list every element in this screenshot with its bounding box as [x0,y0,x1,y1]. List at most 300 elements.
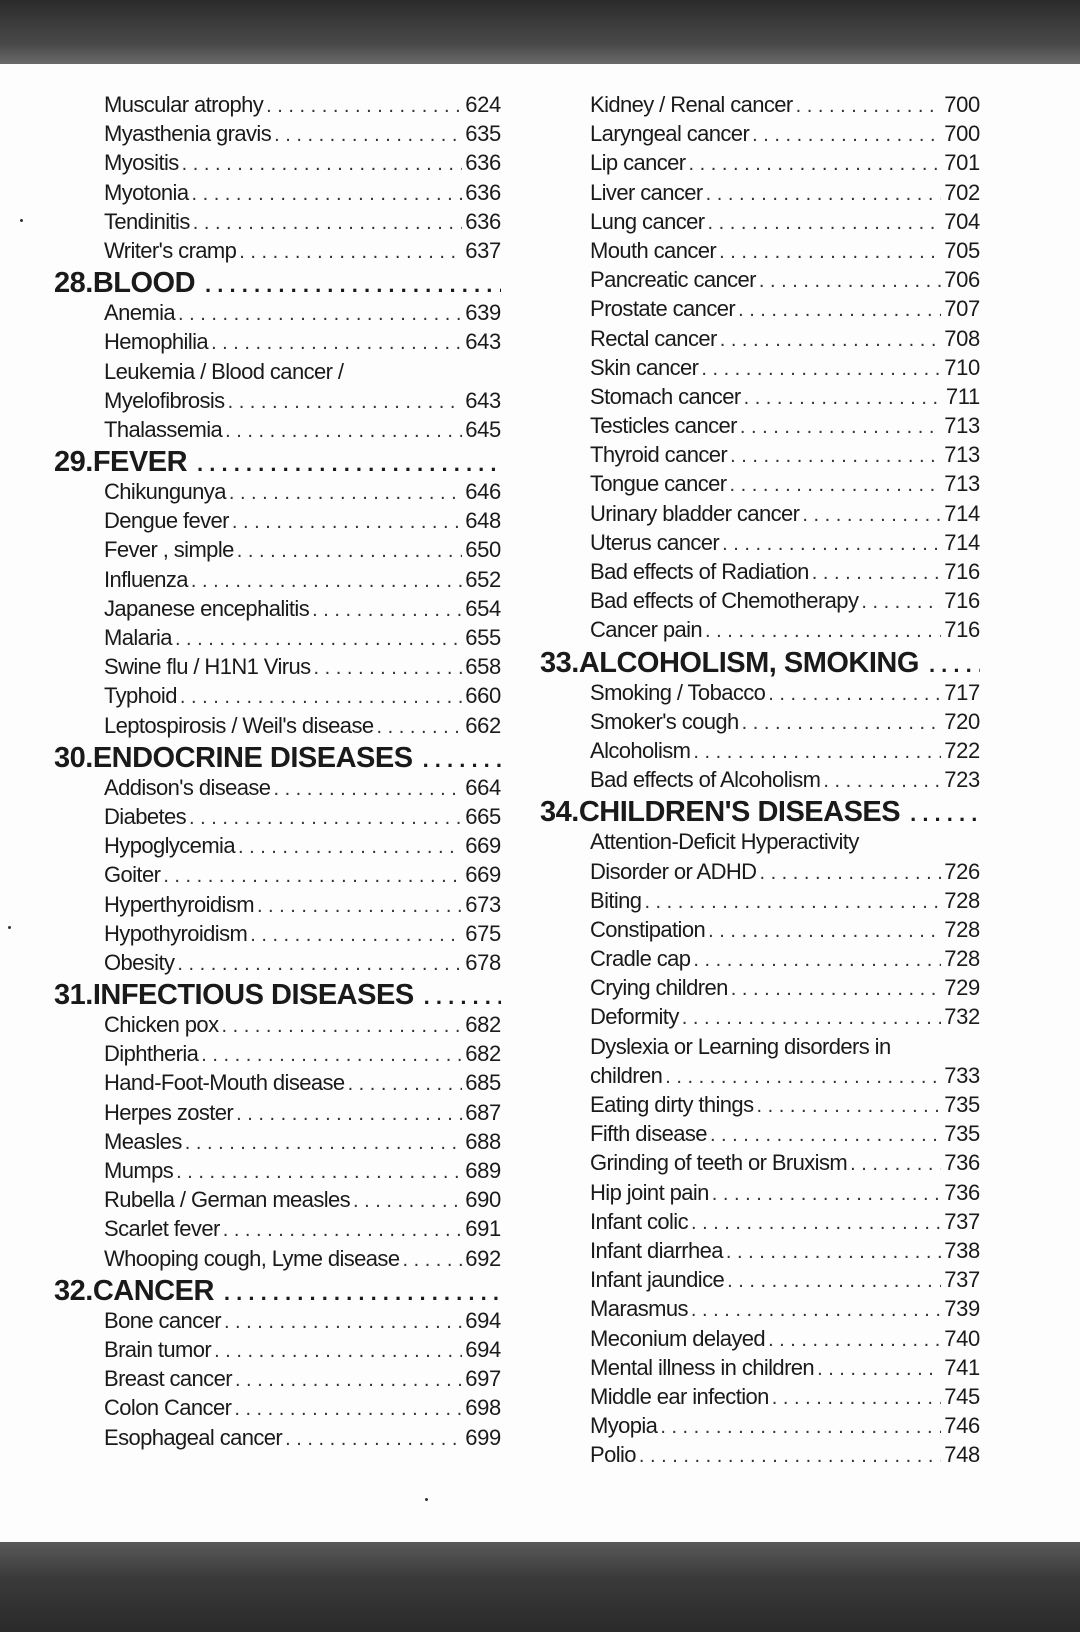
leader-dots [796,95,942,118]
entry-label: Mental illness in children [590,1354,815,1380]
entry-page-number: 646 [465,479,501,505]
entry-label: Typhoid [104,683,177,709]
section-title: INFECTIOUS DISEASES [92,979,414,1012]
leader-dots [189,807,462,830]
index-entry-typhoid [54,683,501,712]
leader-dots [708,212,942,235]
index-entry-fifth-disease [540,1121,980,1150]
leader-dots [423,747,501,773]
leader-dots [182,153,463,176]
entry-label: Smoking / Tobacco [590,679,766,705]
leader-dots [257,895,462,918]
entry-page-number: 701 [944,150,980,176]
entry-page-number: 669 [465,862,501,888]
index-entry-myositis [54,150,501,179]
index-entry-rubella-german-measles [54,1187,501,1216]
leader-dots [229,482,462,505]
entry-label: Disorder or ADHD [590,858,757,884]
entry-page-number: 682 [465,1012,501,1038]
index-entry-hypoglycemia [54,833,501,862]
leader-dots [163,865,462,888]
index-entry-japanese-encephalitis [54,596,501,625]
entry-label: Bad effects of Chemotherapy [590,588,859,614]
index-entry-myopia [540,1413,980,1442]
entry-label: Alcoholism [590,737,691,763]
entry-page-number: 635 [465,121,501,147]
entry-page-number: 723 [944,767,980,793]
entry-page-number: 708 [944,325,980,351]
leader-dots [850,1153,941,1176]
entry-page-number: 636 [465,179,501,205]
index-entry-text: Leukemia / Blood cancer / [104,358,344,384]
entry-page-number: 675 [465,920,501,946]
entry-label: Anemia [104,300,175,326]
entry-page-number: 714 [944,500,980,526]
index-entry-prostate-cancer [540,296,980,325]
entry-page-number: 707 [944,296,980,322]
leader-dots [234,1398,462,1421]
index-entry-crying-children [540,975,980,1004]
entry-label: Myopia [590,1413,658,1439]
entry-page-number: 729 [944,975,980,1001]
leader-dots [180,686,462,709]
index-entry-influenza [54,567,501,596]
section-number: 34. [540,796,579,829]
leader-dots [211,332,462,355]
leader-dots [706,183,942,206]
entry-label: Urinary bladder cancer [590,500,800,526]
entry-label: Muscular atrophy [104,92,264,117]
entry-page-number: 664 [465,774,501,800]
section-heading-endocrine-diseases [54,742,501,775]
entry-page-number: 704 [944,208,980,234]
index-entry-mental-illness-in-children [540,1355,980,1384]
index-entry-hypothyroidism [54,921,501,950]
leader-dots [266,95,462,118]
entry-page-number: 658 [465,654,501,680]
entry-label: Colon Cancer [104,1395,232,1421]
index-entry-cradle-cap [540,946,980,975]
entry-label: Hypoglycemia [104,833,235,859]
entry-page-number: 726 [944,858,980,884]
entry-label: Smoker's cough [590,708,739,734]
section-heading-blood [54,267,501,300]
entry-label: Myelofibrosis [104,387,225,413]
leader-dots [727,1270,941,1293]
entry-label: Marasmus [590,1296,688,1322]
leader-dots [719,241,941,264]
entry-label: Bad effects of Alcoholism [590,767,821,793]
entry-label: Hypothyroidism [104,920,248,946]
leader-dots [768,683,941,706]
leader-dots [817,1358,941,1381]
entry-label: Herpes zoster [104,1099,234,1125]
section-number: 28. [54,267,93,300]
entry-page-number: 698 [465,1395,501,1421]
entry-label: Eating dirty things [590,1092,754,1117]
leader-dots [225,420,462,443]
index-entry-esophageal-cancer [54,1425,501,1454]
entry-label: Fever , simple [104,537,234,563]
index-entry-polio [540,1442,980,1471]
entry-page-number: 716 [944,588,980,614]
index-entry-bad-effects-of-radiation [540,559,980,588]
leader-dots [731,978,941,1001]
index-entry-text: Attention-Deficit Hyperactivity [590,829,859,855]
leader-dots [693,741,941,764]
leader-dots [738,299,941,322]
entry-page-number: 732 [944,1004,980,1030]
leader-dots [250,924,462,947]
entry-label: Chicken pox [104,1012,219,1038]
leader-dots [910,801,980,827]
entry-label: Rubella / German measles [104,1187,351,1213]
index-entry-urinary-bladder-cancer [540,501,980,530]
leader-dots [639,1445,941,1468]
leader-dots [756,1095,941,1118]
leader-dots [701,358,941,381]
leader-dots [812,562,941,585]
index-entry-alcoholism [540,738,980,767]
section-heading-children-s-diseases [540,796,980,829]
entry-label: Myasthenia gravis [104,121,272,147]
entry-page-number: 662 [465,712,501,738]
entry-page-number: 700 [944,92,980,117]
leader-dots [178,303,462,326]
leader-dots [660,1416,941,1439]
index-column-left [54,92,501,1454]
entry-label: Measles [104,1128,182,1154]
entry-label: Fifth disease [590,1121,707,1147]
entry-label: Middle ear infection [590,1383,769,1409]
entry-label: Lung cancer [590,208,705,234]
entry-label: Cradle cap [590,946,691,972]
entry-page-number: 737 [944,1267,980,1293]
section-number: 29. [54,446,93,479]
index-entry-thalassemia [54,417,501,446]
entry-label: Japanese encephalitis [104,595,310,621]
entry-label: Prostate cancer [590,296,736,322]
entry-page-number: 650 [465,537,501,563]
index-entry-mumps [54,1158,501,1187]
index-entry-text: Dyslexia or Learning disorders in [590,1033,891,1059]
entry-page-number: 735 [944,1121,980,1147]
leader-dots [237,540,462,563]
leader-dots [191,570,462,593]
leader-dots [224,1311,462,1334]
index-entry-thyroid-cancer [540,442,980,471]
entry-page-number: 740 [944,1325,980,1351]
entry-page-number: 673 [465,891,501,917]
index-entry-bad-effects-of-alcoholism [540,767,980,796]
leader-dots [185,1132,462,1155]
index-entry-liver-cancer [540,180,980,209]
index-entry-bad-effects-of-chemotherapy [540,588,980,617]
entry-page-number: 654 [465,595,501,621]
index-entry-testicles-cancer [540,413,980,442]
entry-label: Writer's cramp [104,237,237,263]
leader-dots [682,1007,941,1030]
leader-dots [424,984,501,1010]
leader-dots [705,620,941,643]
index-entry-disorder-or-adhd [540,859,980,888]
index-entry-myelofibrosis [54,388,501,417]
entry-label: Hand-Foot-Mouth disease [104,1070,345,1096]
leader-dots [691,1299,941,1322]
entry-page-number: 746 [944,1413,980,1439]
leader-dots [710,1124,941,1147]
leader-dots [314,657,463,680]
index-entry-mouth-cancer [540,238,980,267]
entry-page-number: 717 [944,679,980,705]
leader-dots [689,153,942,176]
scan-speck [425,1498,428,1501]
entry-label: Myotonia [104,179,189,205]
index-entry-deformity [540,1004,980,1033]
index-page [0,64,1080,1542]
index-entry-infant-diarrhea [540,1238,980,1267]
leader-dots [376,716,462,739]
entry-page-number: 736 [944,1150,980,1176]
index-entry-hip-joint-pain [540,1180,980,1209]
entry-page-number: 739 [944,1296,980,1322]
leader-dots [201,1044,462,1067]
index-entry-fever-simple [54,537,501,566]
index-entry-constipation [540,917,980,946]
entry-page-number: 711 [945,383,980,409]
entry-page-number: 713 [944,471,980,497]
entry-page-number: 697 [465,1366,501,1392]
leader-dots [177,953,462,976]
index-entry-rectal-cancer [540,326,980,355]
scan-top-border [0,0,1080,64]
entry-page-number: 745 [944,1383,980,1409]
entry-label: Myositis [104,150,179,176]
leader-dots [402,1249,462,1272]
entry-page-number: 655 [465,625,501,650]
section-number: 33. [540,646,579,679]
entry-page-number: 692 [465,1245,501,1271]
index-entry-tongue-cancer [540,471,980,500]
leader-dots [238,836,462,859]
index-entry-lip-cancer [540,150,980,179]
index-entry-writer-s-cramp [54,238,501,267]
entry-page-number: 720 [944,708,980,734]
index-entry-pancreatic-cancer [540,267,980,296]
entry-label: Chikungunya [104,479,226,505]
entry-page-number: 637 [465,237,501,263]
index-entry-myasthenia-gravis [54,121,501,150]
index-entry-chikungunya [54,479,501,508]
entry-label: Rectal cancer [590,325,717,351]
section-title: CANCER [92,1274,214,1307]
entry-page-number: 706 [944,267,980,293]
entry-label: Brain tumor [104,1336,212,1362]
leader-dots [720,329,941,352]
entry-label: Kidney / Renal cancer [590,92,793,117]
index-entry-scarlet-fever [54,1216,501,1245]
index-entry-skin-cancer [540,355,980,384]
entry-page-number: 713 [944,442,980,468]
entry-label: Mumps [104,1158,174,1183]
leader-dots [759,270,941,293]
leader-dots [744,387,943,410]
entry-page-number: 699 [465,1424,501,1450]
index-entry-bone-cancer [54,1308,501,1337]
leader-dots [861,591,941,614]
leader-dots [273,778,462,801]
entry-label: Hemophilia [104,329,209,355]
entry-label: Malaria [104,625,172,650]
leader-dots [722,533,941,556]
entry-label: Infant colic [590,1208,688,1234]
index-entry-eating-dirty-things [540,1092,980,1121]
entry-page-number: 728 [944,946,980,972]
leader-dots [197,451,501,477]
entry-page-number: 636 [465,208,501,234]
index-entry-kidney-renal-cancer [540,92,980,121]
index-entry-addison-s-disease [54,775,501,804]
entry-label: Diphtheria [104,1041,199,1067]
entry-page-number: 716 [944,559,980,584]
index-entry-smoker-s-cough [540,709,980,738]
index-entry-tendinitis [54,209,501,238]
leader-dots [224,1280,501,1306]
index-entry-diabetes [54,804,501,833]
section-title: BLOOD [92,267,196,300]
index-entry-hemophilia [54,329,501,358]
entry-page-number: 737 [944,1208,980,1234]
index-entry-colon-cancer [54,1395,501,1424]
entry-label: Addison's disease [104,774,271,800]
leader-dots [929,652,980,678]
leader-dots [730,445,941,468]
index-entry-laryngeal-cancer [540,121,980,150]
entry-page-number: 694 [465,1307,501,1333]
index-entry-hyperthyroidism [54,892,501,921]
leader-dots [665,1066,941,1089]
leader-dots [740,416,941,439]
index-entry-measles [54,1129,501,1158]
entry-page-number: 736 [944,1179,980,1205]
entry-label: Grinding of teeth or Bruxism [590,1150,848,1176]
section-heading-alcoholism-smoking [540,647,980,680]
entry-page-number: 722 [944,737,980,763]
entry-label: Skin cancer [590,354,699,380]
scan-bottom-border [0,1542,1080,1632]
entry-label: Hip joint pain [590,1179,709,1205]
entry-page-number: 713 [944,413,980,439]
index-entry-diphtheria [54,1041,501,1070]
index-entry-swine-flu-h1n1-virus [54,654,501,683]
leader-dots [312,599,462,622]
entry-page-number: 643 [465,329,501,355]
scan-speck [20,219,23,222]
section-title: CHILDREN'S DISEASES [578,796,901,829]
entry-label: Scarlet fever [104,1216,220,1242]
entry-label: Thalassemia [104,416,223,442]
index-entry-goiter [54,862,501,891]
entry-page-number: 716 [944,617,980,643]
leader-dots [772,1387,941,1410]
entry-label: Influenza [104,566,188,592]
entry-label: Swine flu / H1N1 Virus [104,654,311,680]
index-entry-grinding-of-teeth-or-bruxism [540,1150,980,1179]
entry-label: Whooping cough, Lyme disease [104,1245,400,1271]
entry-page-number: 645 [465,416,501,442]
leader-dots [730,474,942,497]
index-entry-cancer-pain [540,617,980,646]
section-title: ALCOHOLISM, SMOKING [578,646,919,679]
entry-page-number: 688 [465,1128,501,1154]
leader-dots [353,1190,462,1213]
entry-page-number: 624 [465,92,501,117]
leader-dots [205,272,501,298]
leader-dots [221,1015,462,1038]
leader-dots [214,1340,462,1363]
index-entry-children [540,1063,980,1092]
leader-dots [176,1161,462,1184]
entry-page-number: 738 [944,1237,980,1263]
leader-dots [235,1369,462,1392]
leader-dots [274,124,462,147]
section-title: ENDOCRINE DISEASES [92,741,413,774]
index-entry-brain-tumor [54,1337,501,1366]
index-entry-leptospirosis-weil-s-disease [54,713,501,742]
entry-page-number: 705 [944,237,980,263]
section-heading-fever [54,446,501,479]
entry-page-number: 710 [944,354,980,380]
index-entry-myotonia [54,180,501,209]
entry-label: Liver cancer [590,179,703,205]
entry-label: Leptospirosis / Weil's disease [104,712,374,738]
leader-dots [768,1329,941,1352]
leader-dots [223,1219,462,1242]
entry-page-number: 643 [465,387,501,413]
index-entry-chicken-pox [54,1012,501,1041]
leader-dots [236,1103,462,1126]
entry-page-number: 735 [944,1092,980,1117]
index-entry-meconium-delayed [540,1326,980,1355]
index-entry-smoking-tobacco [540,680,980,709]
scan-speck [8,926,11,929]
entry-page-number: 678 [465,949,501,975]
entry-label: Bad effects of Radiation [590,559,809,584]
index-entry-infant-colic [540,1209,980,1238]
entry-page-number: 728 [944,887,980,913]
entry-label: Infant jaundice [590,1267,725,1293]
entry-label: Deformity [590,1004,679,1030]
entry-label: Bone cancer [104,1307,221,1333]
index-column-right [540,92,980,1471]
index-entry-stomach-cancer [540,384,980,413]
entry-label: Tendinitis [104,208,190,234]
entry-page-number: 714 [944,529,980,555]
entry-label: Hyperthyroidism [104,891,254,917]
entry-label: Dengue fever [104,508,229,534]
section-title: FEVER [92,446,188,479]
entry-page-number: 733 [944,1062,980,1088]
index-entry-biting [540,888,980,917]
index-entry-anemia [54,300,501,329]
leader-dots [175,628,462,651]
leader-dots [232,511,462,534]
entry-page-number: 652 [465,566,501,592]
entry-label: Mouth cancer [590,237,717,263]
entry-page-number: 694 [465,1336,501,1362]
index-entry-infant-jaundice [540,1267,980,1296]
entry-page-number: 682 [465,1041,501,1067]
